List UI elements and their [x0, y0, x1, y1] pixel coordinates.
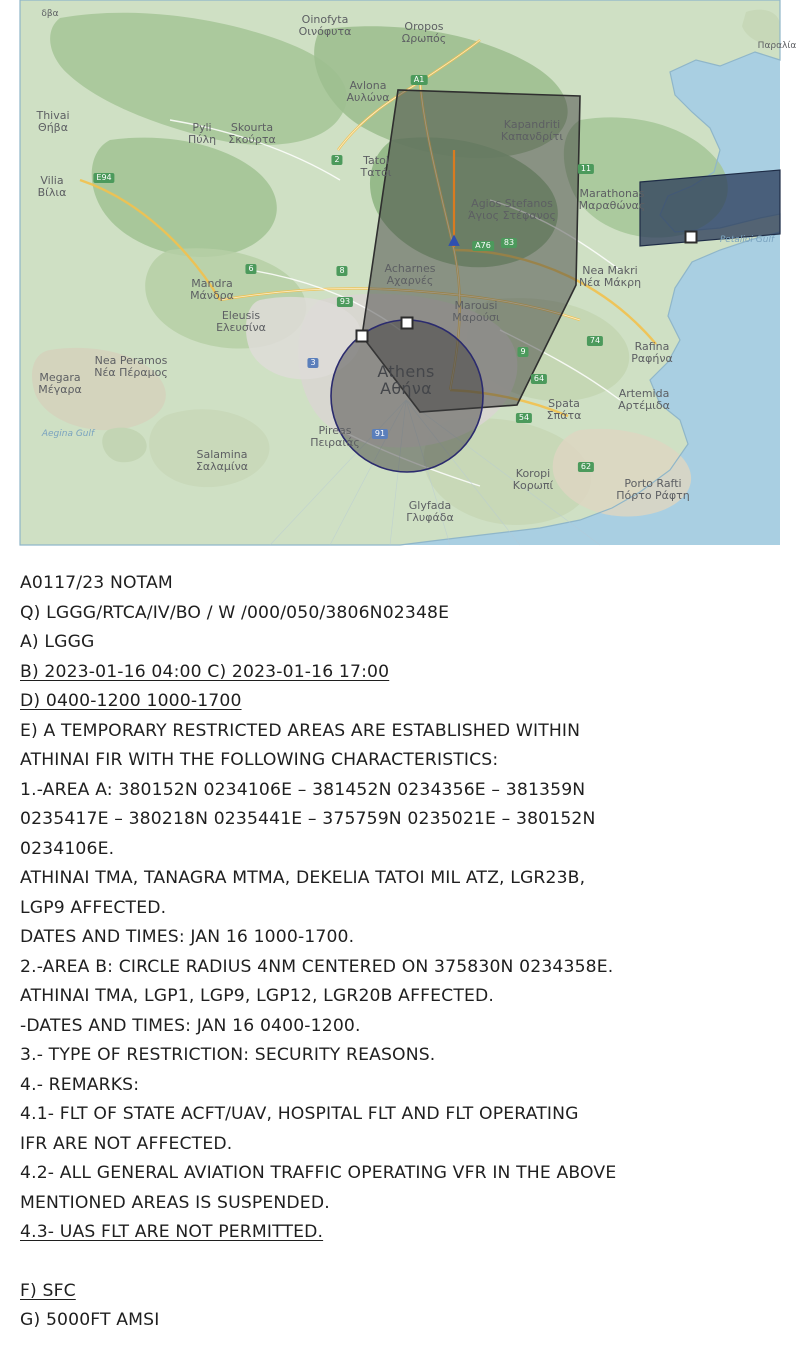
notam-line-26: G) 5000FT AMSI: [20, 1310, 160, 1330]
notam-line-2: Q) LGGG/RTCA/IV/BO / W /000/050/3806N02348E: [20, 602, 450, 623]
map-label-vilia-line2: Βίλια: [37, 185, 67, 199]
notam-line-21: 4.2- ALL GENERAL AVIATION TRAFFIC OPERATING VFR IN THE ABOVE: [20, 1163, 617, 1183]
map-label-nea-makri-line2: Νέα Μάκρη: [578, 275, 642, 289]
road-badge-a83[interactable]: 83: [501, 238, 517, 248]
map-label-megara-line1: Megara: [39, 371, 81, 384]
map-label-skourta-line1: Skourta: [230, 121, 274, 134]
map-label-tatoi-line1: Tatoi: [363, 154, 389, 167]
map-label-paralia-line1: Παραλία: [757, 41, 797, 51]
map-label-avlona-line2: Αυλώνα: [346, 90, 390, 104]
road-badge-a93[interactable]: 93: [337, 297, 353, 307]
map-label-porto-rafti-line2: Πόρτο Ράφτη: [616, 488, 690, 502]
notam-line-25: [20, 1277, 782, 1307]
map-label-marathonas-line1: Marathonas: [579, 187, 645, 200]
road-badge-a76[interactable]: A76: [472, 241, 494, 251]
notam-line-11: ATHINAI TMA, TANAGRA MTMA, DEKELIA TATOI MIL ATZ, LGR23B,: [20, 868, 586, 888]
map-label-koropi-line2: Κορωπί: [512, 478, 554, 492]
map-label-mandra-line1: Mandra: [191, 277, 233, 290]
notam-line-23-underlined: 4.3- UAS FLT ARE NOT PERMITTED.: [20, 1222, 324, 1242]
map-label-elefsina-line1: Eleusis: [221, 309, 261, 322]
map-canvas: [20, 0, 797, 545]
map-label-rafina-line1: Rafina: [634, 340, 670, 353]
notam-line-10: 0234106E.: [20, 838, 115, 859]
map-view[interactable]: [20, 0, 797, 545]
notam-line-12: LGP9 AFFECTED.: [20, 897, 167, 918]
map-label-pireas-line1: Pireas: [318, 424, 352, 437]
notam-line-1: A0117/23 NOTAM: [20, 573, 173, 593]
map-label-thivai-line1: Thivai: [36, 109, 70, 122]
map-label-nea-peramos-line2: Νέα Πέραμος: [94, 365, 168, 379]
notam-line-25-underlined: F) SFC: [20, 1280, 76, 1301]
notam-line-23: [20, 1218, 782, 1248]
map-label-marousi-line2: Μαρούσι: [452, 310, 500, 324]
vertex-marker-west[interactable]: [356, 330, 369, 343]
map-label-oinofyta-line2: Οινόφυτα: [298, 24, 352, 38]
vertex-marker-center[interactable]: [401, 317, 414, 330]
vertex-marker-east[interactable]: [685, 231, 698, 244]
notam-line-5-underlined: D) 0400-1200 1000-1700: [20, 691, 242, 711]
map-label-skourta-line2: Σκούρτα: [228, 132, 276, 146]
notam-line-4-underlined: B) 2023-01-16 04:00 C) 2023-01-16 17:00: [20, 661, 390, 682]
notam-line-17: 3.- TYPE OF RESTRICTION: SECURITY REASONS.: [20, 1045, 436, 1065]
map-label-avlona-line1: Avlona: [349, 79, 387, 92]
road-badge-a62[interactable]: 62: [578, 462, 594, 472]
map-label-mandra-line2: Μάνδρα: [190, 288, 234, 302]
road-badge-a1-north[interactable]: A1: [411, 75, 428, 85]
map-label-artemida-line2: Αρτέμιδα: [618, 398, 670, 412]
road-badge-a2[interactable]: 2: [331, 155, 342, 165]
athens-label-el: Αθήνα: [380, 378, 432, 398]
map-label-pyli-line2: Πύλη: [187, 132, 217, 146]
road-badge-a11[interactable]: 11: [578, 164, 594, 174]
notam-line-22: MENTIONED AREAS IS SUSPENDED.: [20, 1192, 330, 1213]
road-badge-a74[interactable]: 74: [587, 336, 603, 346]
map-label-oinofyta-line1: Oinofyta: [301, 13, 349, 26]
map-label-pyli-line1: Pyli: [192, 121, 212, 134]
map-label-tatoi-line2: Τατόι: [360, 165, 392, 179]
notam-line-14: 2.-AREA B: CIRCLE RADIUS 4NM CENTERED ON 375830N 0234358E.: [20, 956, 614, 977]
map-label-agios-stefanos-line2: Άγιος Στέφανος: [468, 208, 556, 222]
map-label-thivai-line2: Θήβα: [38, 120, 68, 134]
notam-line-8: 1.-AREA A: 380152N 0234106E – 381452N 0234356E – 381359N: [20, 779, 586, 800]
map-base-graphics: [20, 0, 780, 545]
road-badge-a91[interactable]: 91: [372, 429, 388, 439]
map-label-marathonas-line2: Μαραθώνας: [578, 198, 646, 212]
notam-line-18: 4.- REMARKS:: [20, 1074, 140, 1095]
map-label-aigina-gulf-line1: Aegina Gulf: [41, 429, 95, 439]
notam-line-6: E) A TEMPORARY RESTRICTED AREAS ARE ESTABLISHED WITHIN: [20, 720, 581, 741]
road-badge-e94[interactable]: E94: [93, 173, 114, 183]
road-badge-a3[interactable]: 3: [307, 358, 318, 368]
notam-line-19: 4.1- FLT OF STATE ACFT/UAV, HOSPITAL FLT AND FLT OPERATING: [20, 1104, 579, 1124]
notam-line-4: [20, 658, 782, 688]
notam-text: [20, 569, 782, 1336]
road-badge-a6[interactable]: 6: [245, 264, 256, 274]
athens-label-en: Athens: [377, 362, 435, 381]
center-pin[interactable]: ▲: [448, 230, 460, 248]
map-label-spata-line2: Σπάτα: [546, 408, 582, 422]
map-label-dilesi-line1: δβα: [41, 9, 59, 19]
map-label-nea-peramos-line1: Nea Peramos: [94, 354, 168, 367]
road-badge-a54[interactable]: 54: [516, 413, 532, 423]
notam-line-7: ATHINAI FIR WITH THE FOLLOWING CHARACTERISTICS:: [20, 750, 499, 770]
notam-line-5: [20, 687, 782, 717]
map-label-marousi-line1: Marousi: [454, 299, 498, 312]
map-label-megara-line2: Μέγαρα: [38, 382, 82, 396]
map-label-acharnes-line2: Αχαρνές: [386, 273, 434, 287]
map-label-oropos-line2: Ωρωπός: [401, 31, 447, 45]
map-label-kapandriti-line1: Kapandriti: [503, 118, 561, 131]
notam-line-16: -DATES AND TIMES: JAN 16 0400-1200.: [20, 1015, 361, 1036]
map-label-porto-rafti-line1: Porto Rafti: [624, 477, 682, 490]
map-label-acharnes-line1: Acharnes: [384, 262, 436, 275]
map-label-petalioi-gulf-line1: Petalioi Gulf: [719, 235, 775, 245]
map-label-kapandriti-line2: Καπανδρίτι: [500, 129, 564, 143]
map-label-artemida-line1: Artemida: [618, 387, 670, 400]
notam-line-20: IFR ARE NOT AFFECTED.: [20, 1133, 233, 1154]
notam-line-13: DATES AND TIMES: JAN 16 1000-1700.: [20, 927, 355, 947]
notam-line-15: ATHINAI TMA, LGP1, LGP9, LGP12, LGR20B AFFECTED.: [20, 986, 494, 1006]
road-badge-a8[interactable]: 8: [336, 266, 347, 276]
map-label-salamina-line2: Σαλαμίνα: [195, 459, 249, 473]
map-label-elefsina-line2: Ελευσίνα: [216, 320, 266, 334]
map-label-agios-stefanos-line1: Agios Stefanos: [471, 197, 553, 210]
map-label-oropos-line1: Oropos: [404, 20, 444, 33]
map-label-spata-line1: Spata: [548, 397, 580, 410]
map-label-glyfada-line2: Γλυφάδα: [406, 510, 454, 524]
notam-blank-line: [20, 1248, 782, 1277]
map-label-vilia-line1: Vilia: [40, 174, 64, 187]
map-label-pireas-line2: Πειραιάς: [310, 435, 360, 449]
notam-line-3: A) LGGG: [20, 632, 95, 652]
map-label-nea-makri-line1: Nea Makri: [582, 264, 638, 277]
map-label-koropi-line1: Koropi: [515, 467, 551, 480]
map-label-salamina-line1: Salamina: [196, 448, 248, 461]
map-label-glyfada-line1: Glyfada: [408, 499, 452, 512]
road-badge-a64[interactable]: 64: [531, 374, 547, 384]
road-badge-a9[interactable]: 9: [517, 347, 528, 357]
map-label-rafina-line2: Ραφήνα: [631, 351, 673, 365]
notam-line-9: 0235417E – 380218N 0235441E – 375759N 0235021E – 380152N: [20, 809, 596, 829]
